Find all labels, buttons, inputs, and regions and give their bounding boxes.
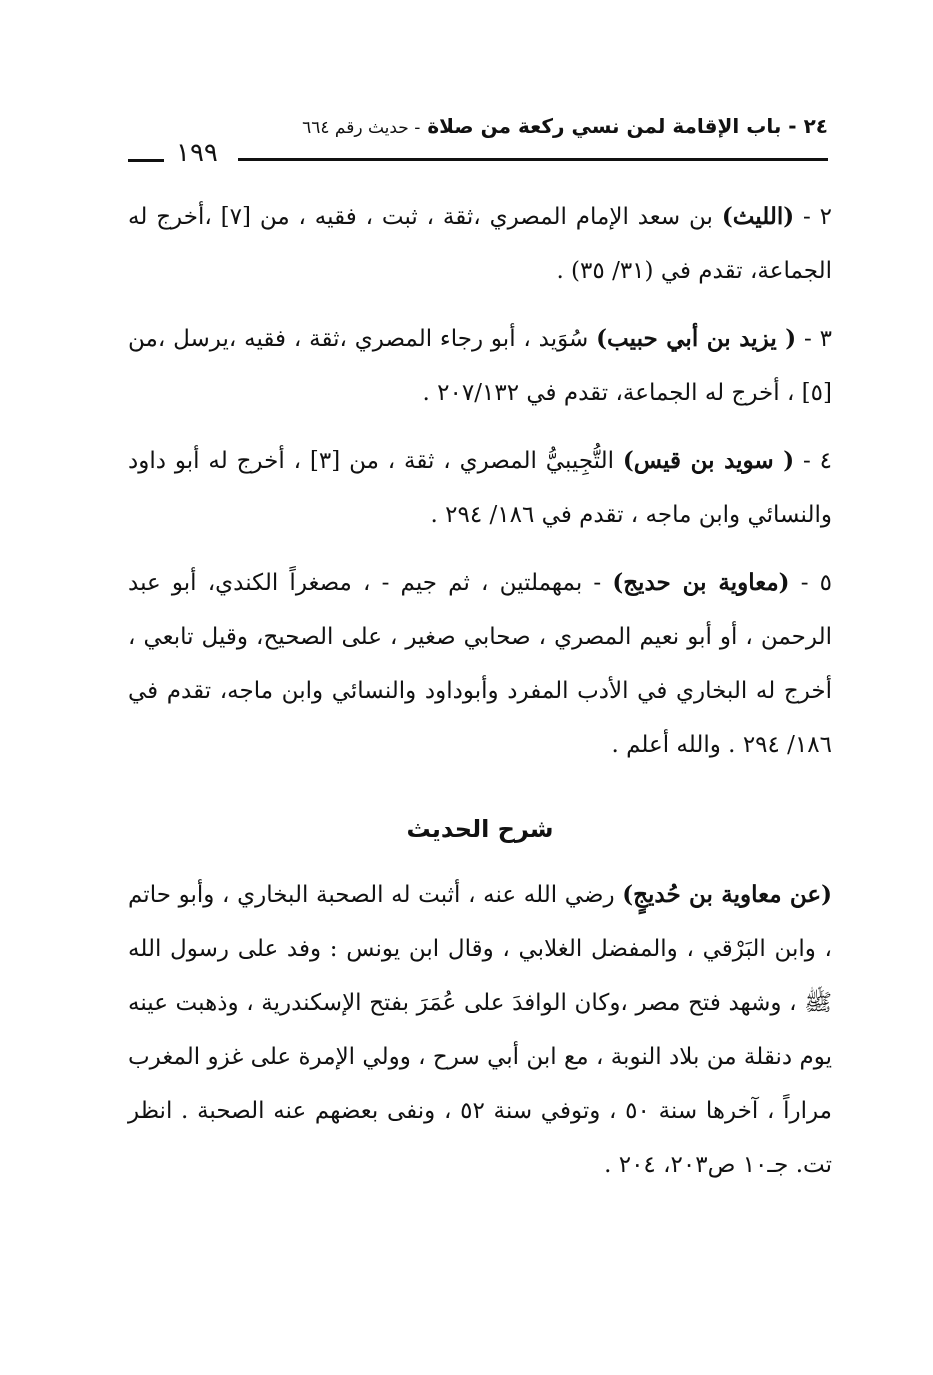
narrator-entry <box>128 556 832 772</box>
page-number: ١٩٩ <box>176 138 218 168</box>
chapter-title <box>302 114 828 138</box>
narrator-entry <box>128 190 832 298</box>
narrator-text: بن سعد الإمام المصري ،ثقة ، ثبت ، فقيه ، من [٧] ،أخرج له الجماعة، تقدم في (٣١/ ٣٥) . <box>128 204 832 284</box>
narrator-entry <box>128 434 832 542</box>
narrator-number: ٥ - <box>789 570 832 596</box>
hadith-number: - حديث رقم ٦٦٤ <box>302 118 421 138</box>
chapter-title-main: ٢٤ - باب الإقامة لمن نسي ركعة من صلاة <box>427 114 828 138</box>
narrator-number: ٣ - <box>796 326 832 352</box>
commentary-text: رضي الله عنه ، أثبت له الصحبة البخاري ، وأبو حاتم ، وابن البَرْقي ، والمفضل الغلابي ، وقال ابن يونس : وفد على رسول الله ﷺ ، وشهد فتح مصر ،وكان الوافدَ على عُمَرَ بفتح الإسكندرية ، وذهبت عينه يوم دنقلة من بلاد النوبة ، مع ابن أبي سرح ، وولي الإمرة على غزو المغرب مراراً ، آخرها سنة ٥٠ ، وتوفي سنة ٥٢ ، ونفى بعضهم عنه الصحبة . انظر تت. جـ١٠ ص٢٠٣، ٢٠٤ . <box>128 882 832 1178</box>
page-body <box>128 190 832 1192</box>
narrator-name: ( يزيد بن أبي حبيب) <box>596 325 797 352</box>
narrator-name: (معاوية بن حديج) <box>612 569 790 596</box>
narrator-number: ٢ - <box>794 204 832 230</box>
running-header <box>128 108 828 168</box>
section-heading: شرح الحديث <box>406 815 554 843</box>
narrator-number: ٤ - <box>794 448 833 474</box>
narrator-name: (الليث) <box>721 203 795 230</box>
narrator-text: - بمهملتين ، ثم جيم - ، مصغراً الكندي، أبو عبد الرحمن ، أو أبو نعيم المصري ، صحابي صغير ، على الصحيح، وقيل تابعي ، أخرج له البخاري في الأدب المفرد وأبوداود والنسائي وابن ماجه، تقدم في ١٨٦/ ٢٩٤ . والله أعلم . <box>128 570 832 758</box>
narrator-text: سُوَيد ، أبو رجاء المصري ،ثقة ، فقيه ،يرسل ،من [٥] ، أخرج له الجماعة، تقدم في ٢٠٧/١٣٢ . <box>128 326 832 406</box>
page-number-rule <box>128 159 164 162</box>
commentary-lead: (عن معاوية بن حُديجٍ) <box>622 881 833 908</box>
header-rule <box>238 158 828 161</box>
narrator-entry <box>128 312 832 420</box>
narrator-name: ( سويد بن قيس) <box>622 447 795 474</box>
narrator-text: التُّجِيبيُّ المصري ، ثقة ، من [٣] ، أخرج له أبو داود والنسائي وابن ماجه ، تقدم في ١٨٦/ ٢٩٤ . <box>128 448 832 528</box>
commentary-paragraph <box>128 868 832 1192</box>
